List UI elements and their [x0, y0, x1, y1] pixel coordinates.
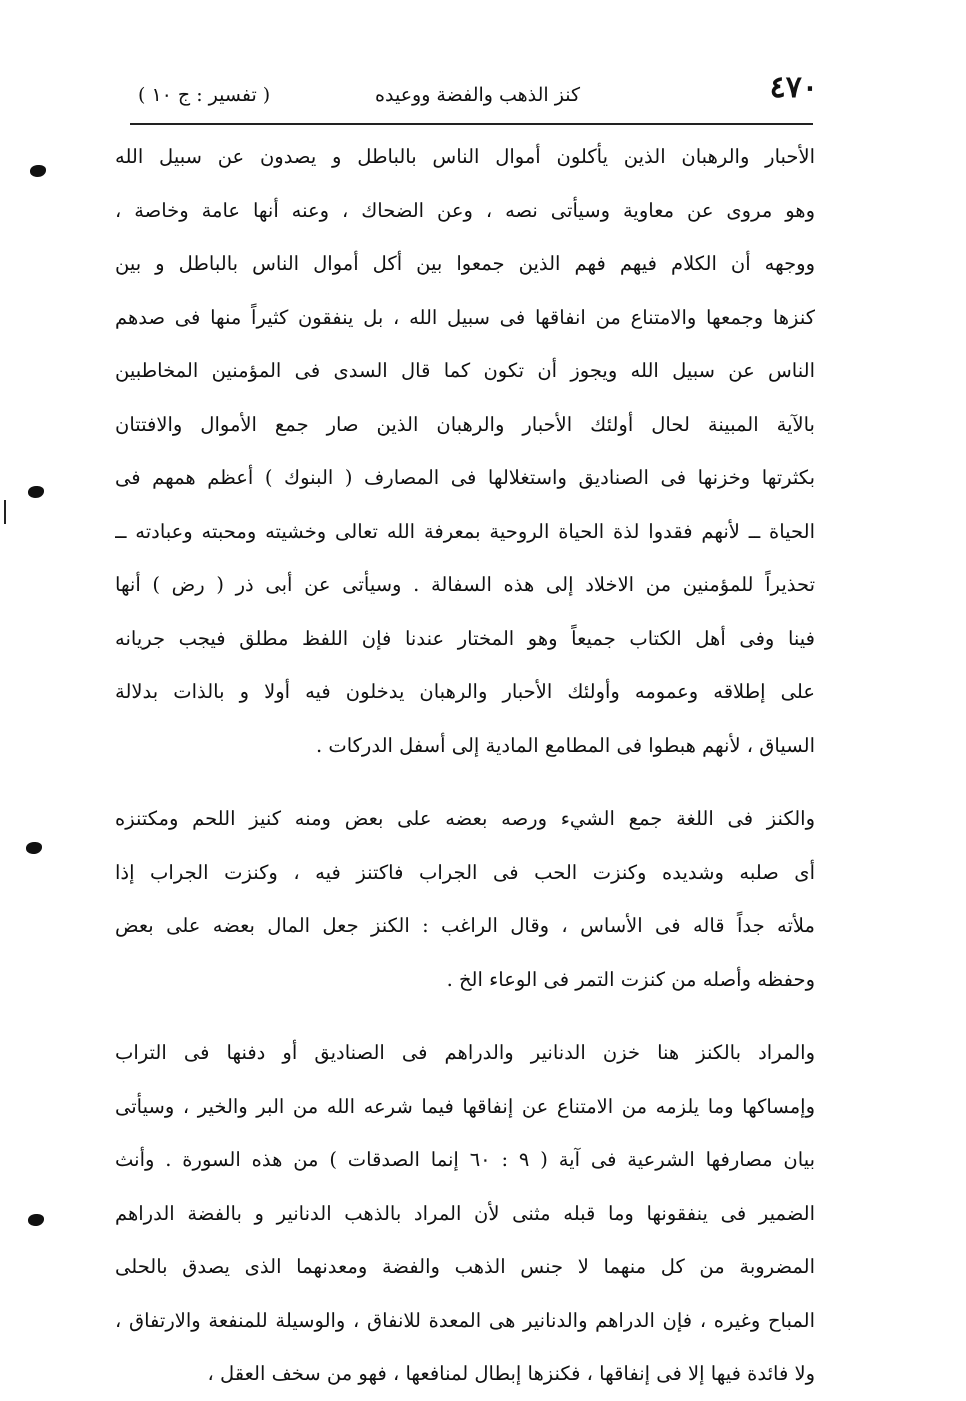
text-line: والكنز فى اللغة جمع الشيء ورصه بعضه على بعض ومنه كنيز اللحم ومكتنزه: [115, 807, 815, 830]
text-line: والمراد بالكنز هنا خزن الدنانير والدراهم فى الصناديق أو دفنها فى التراب: [115, 1041, 815, 1064]
binding-hole-mark: [26, 842, 42, 854]
text-line: السياق ، لأنهم هبطوا فى المطامع المادية إلى أسفل الدركات .: [315, 733, 815, 757]
text-line: بالآية المبينة لحال أولئك الأحبار والرهبان الذين صار جمع الأموال والافتتان: [115, 412, 815, 436]
text-line: فينا وفى أهل الكتاب جميعاً وهو المختار عندنا فإن اللفظ مطلق فيجب جريانه: [115, 626, 815, 650]
paragraph: [115, 130, 815, 772]
text-line: تحذيراً للمؤمنين من الاخلاد إلى هذه السفالة . وسيأتى عن أبى ذر ( رض ) أنها: [115, 573, 815, 596]
binding-hole-mark: [28, 1214, 44, 1226]
text-line: المباح وغيره ، فإن الدراهم والدنانير هى المعدة للانفاق ، والوسيلة للمنفعة والارتفاق ،: [115, 1308, 815, 1332]
volume-reference: ( تفسير : ج ١٠ ): [138, 84, 271, 106]
text-line: كنزها وجمعها والامتناع من انفاقها فى سبيل الله ، بل ينفقون كثيراً منها فى صدهم: [115, 305, 815, 329]
header-rule: [130, 123, 813, 125]
text-line: الضمير فى ينفقونها وما قبله مثنى لأن المراد بالذهب الدنانير و بالفضة الدراهم: [115, 1201, 815, 1225]
text-line: الناس عن سبيل الله ويجوز أن تكون كما قال السدى فى المؤمنين المخاطبين: [115, 359, 815, 382]
page-header: [118, 68, 818, 118]
text-line: وإمساكها وما يلزمه من الامتناع عن إنفاقها فيما شرعه الله من البر والخير ، وسيأتى: [115, 1094, 815, 1118]
text-line: ووجهه أن الكلام فيهم فهم الذين جمعوا بين أكل أموال الناس بالباطل و بين: [115, 252, 815, 275]
text-line: الأحبار والرهبان الذين يأكلون أموال الناس بالباطل و يصدون عن سبيل الله: [115, 145, 815, 168]
page-number: ٤٧٠: [769, 70, 818, 105]
body-text: [115, 130, 815, 1401]
binding-hole-mark: [28, 486, 44, 498]
scan-edge-mark: [4, 500, 6, 524]
paragraph: [115, 1026, 815, 1401]
text-line: ولا فائدة فيها إلا فى إنفاقها ، فكنزها إبطال لمنافعها ، فهو من سخف العقل ،: [207, 1362, 815, 1385]
text-line: وحفظه وأصله من كنزت التمر فى الوعاء الخ .: [446, 967, 815, 991]
text-line: على إطلاقه وعمومه وأولئك الأحبار والرهبان يدخلون فيه أولا و بالذات بدلالة: [115, 680, 815, 703]
text-line: أى صلبه وشديده وكنزت الحب فى الجراب فاكتنز فيه ، وكنزت الجراب إذا: [115, 860, 815, 884]
running-title: كنز الذهب والفضة ووعيده: [375, 84, 580, 106]
binding-hole-mark: [30, 165, 46, 177]
paragraph: [115, 792, 815, 1006]
text-line: ملأته جداً قاله فى الأساس ، وقال الراغب : الكنز جعل المال بعضه على بعض: [115, 914, 815, 937]
text-line: المضروبة من كل منهما لا جنس الذهب والفضة ومعدنهما الذى يصدق بالحلى: [115, 1255, 815, 1278]
text-line: الحياة ــ لأنهم فقدوا لذة الحياة الروحية بمعرفة الله تعالى وخشيته ومحبته وعبادته ــ: [115, 519, 815, 543]
text-line: وهو مروى عن معاوية وسيأتى نصه ، وعن الضحاك ، وعنه أنها عامة وخاصة ،: [115, 198, 815, 222]
text-line: بكثرتها وخزنها فى الصناديق واستغلالها فى المصارف ( البنوك ) أعظم همهم فى: [115, 466, 815, 489]
text-line: بيان مصارفها الشرعية فى آية ( ٩ : ٦٠ إنما الصدقات ) من هذه السورة . وأنث: [115, 1148, 815, 1171]
